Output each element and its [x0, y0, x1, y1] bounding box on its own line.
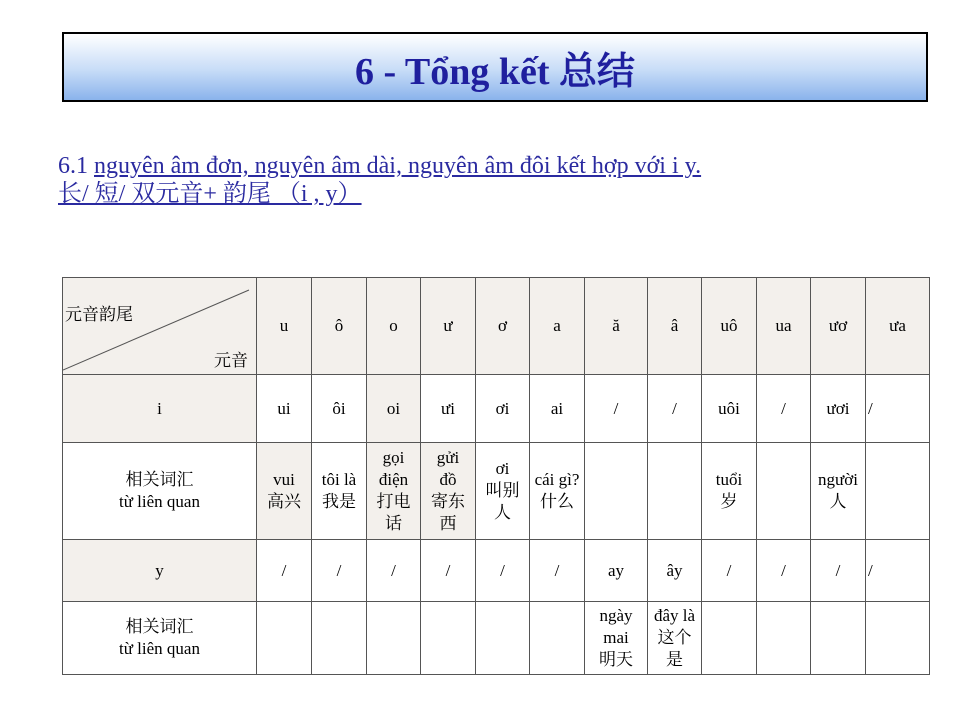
table-cell: oi [367, 375, 421, 443]
table-cell [530, 602, 585, 675]
table-cell: ưi [421, 375, 476, 443]
vowel-header: ươ [811, 278, 866, 375]
table-cell: vui 高兴 [257, 443, 312, 540]
table-cell: người 人 [811, 443, 866, 540]
vowel-header: â [648, 278, 702, 375]
table-cell: / [648, 375, 702, 443]
heading-line-1 [58, 152, 918, 180]
table-cell: ươi [811, 375, 866, 443]
table-cell [257, 602, 312, 675]
row-related-i [63, 443, 930, 540]
table-cell: / [476, 540, 530, 602]
table-cell: ơi 叫别 人 [476, 443, 530, 540]
row-label [63, 443, 257, 540]
table-cell: / [421, 540, 476, 602]
vowel-header: ua [757, 278, 811, 375]
row-label-vietnamese: từ liên quan [119, 639, 200, 658]
table-cell: tôi là 我是 [312, 443, 367, 540]
table-cell: cái gì? 什么 [530, 443, 585, 540]
table-cell: / [585, 375, 648, 443]
table-cell: ui [257, 375, 312, 443]
vowel-table [62, 277, 930, 675]
table-cell [757, 602, 811, 675]
vowel-header: ưa [866, 278, 930, 375]
table-cell: ngày mai 明天 [585, 602, 648, 675]
vowel-header: ă [585, 278, 648, 375]
table-cell: / [702, 540, 757, 602]
header-row [63, 278, 930, 375]
title-banner [62, 32, 928, 102]
table-cell [866, 602, 930, 675]
table-cell: / [757, 540, 811, 602]
table-cell: / [257, 540, 312, 602]
table-cell: ôi [312, 375, 367, 443]
vowel-header: ô [312, 278, 367, 375]
table-cell: / [367, 540, 421, 602]
table-cell [421, 602, 476, 675]
table-cell: tuổi 岁 [702, 443, 757, 540]
table-cell: / [866, 540, 930, 602]
heading-vietnamese: nguyên âm đơn, nguyên âm dài, nguyên âm đôi kết hợp với i y. [94, 153, 702, 179]
table-cell: / [757, 375, 811, 443]
table-cell [866, 443, 930, 540]
heading-chinese: 长/ 短/ 双元音+ 韵尾 （i , y） [58, 181, 362, 207]
row-label: i [63, 375, 257, 443]
row-label: y [63, 540, 257, 602]
vowel-header: a [530, 278, 585, 375]
table-cell: gửi đồ 寄东 西 [421, 443, 476, 540]
vowel-header: ư [421, 278, 476, 375]
corner-bottom-label: 元音 [214, 351, 248, 370]
row-y [63, 540, 930, 602]
section-heading [58, 152, 918, 208]
table-cell [312, 602, 367, 675]
table-cell: / [530, 540, 585, 602]
table-cell: ây [648, 540, 702, 602]
table-cell [648, 443, 702, 540]
page-title: 6 - Tổng kết 总结 [354, 50, 636, 93]
table-cell: / [811, 540, 866, 602]
table-cell [811, 602, 866, 675]
corner-top-label: 元音韵尾 [65, 305, 133, 324]
vowel-header: o [367, 278, 421, 375]
table-cell: / [866, 375, 930, 443]
table-cell [367, 602, 421, 675]
row-label-chinese: 相关词汇 [125, 470, 194, 489]
table-cell [702, 602, 757, 675]
row-label-vietnamese: từ liên quan [119, 492, 200, 511]
table-cell [757, 443, 811, 540]
heading-number: 6.1 [58, 153, 94, 179]
table-cell: uôi [702, 375, 757, 443]
corner-cell [63, 278, 257, 375]
table-cell: ai [530, 375, 585, 443]
table-cell: / [312, 540, 367, 602]
table-cell: gọi điện 打电 话 [367, 443, 421, 540]
row-i [63, 375, 930, 443]
table-cell [476, 602, 530, 675]
vowel-header: u [257, 278, 312, 375]
table-cell: ơi [476, 375, 530, 443]
heading-line-2 [58, 180, 918, 208]
row-related-y [63, 602, 930, 675]
table-cell: đây là 这个 是 [648, 602, 702, 675]
row-label-chinese: 相关词汇 [125, 617, 194, 636]
vowel-header: ơ [476, 278, 530, 375]
table-cell [585, 443, 648, 540]
table-cell: ay [585, 540, 648, 602]
vowel-header: uô [702, 278, 757, 375]
row-label [63, 602, 257, 675]
